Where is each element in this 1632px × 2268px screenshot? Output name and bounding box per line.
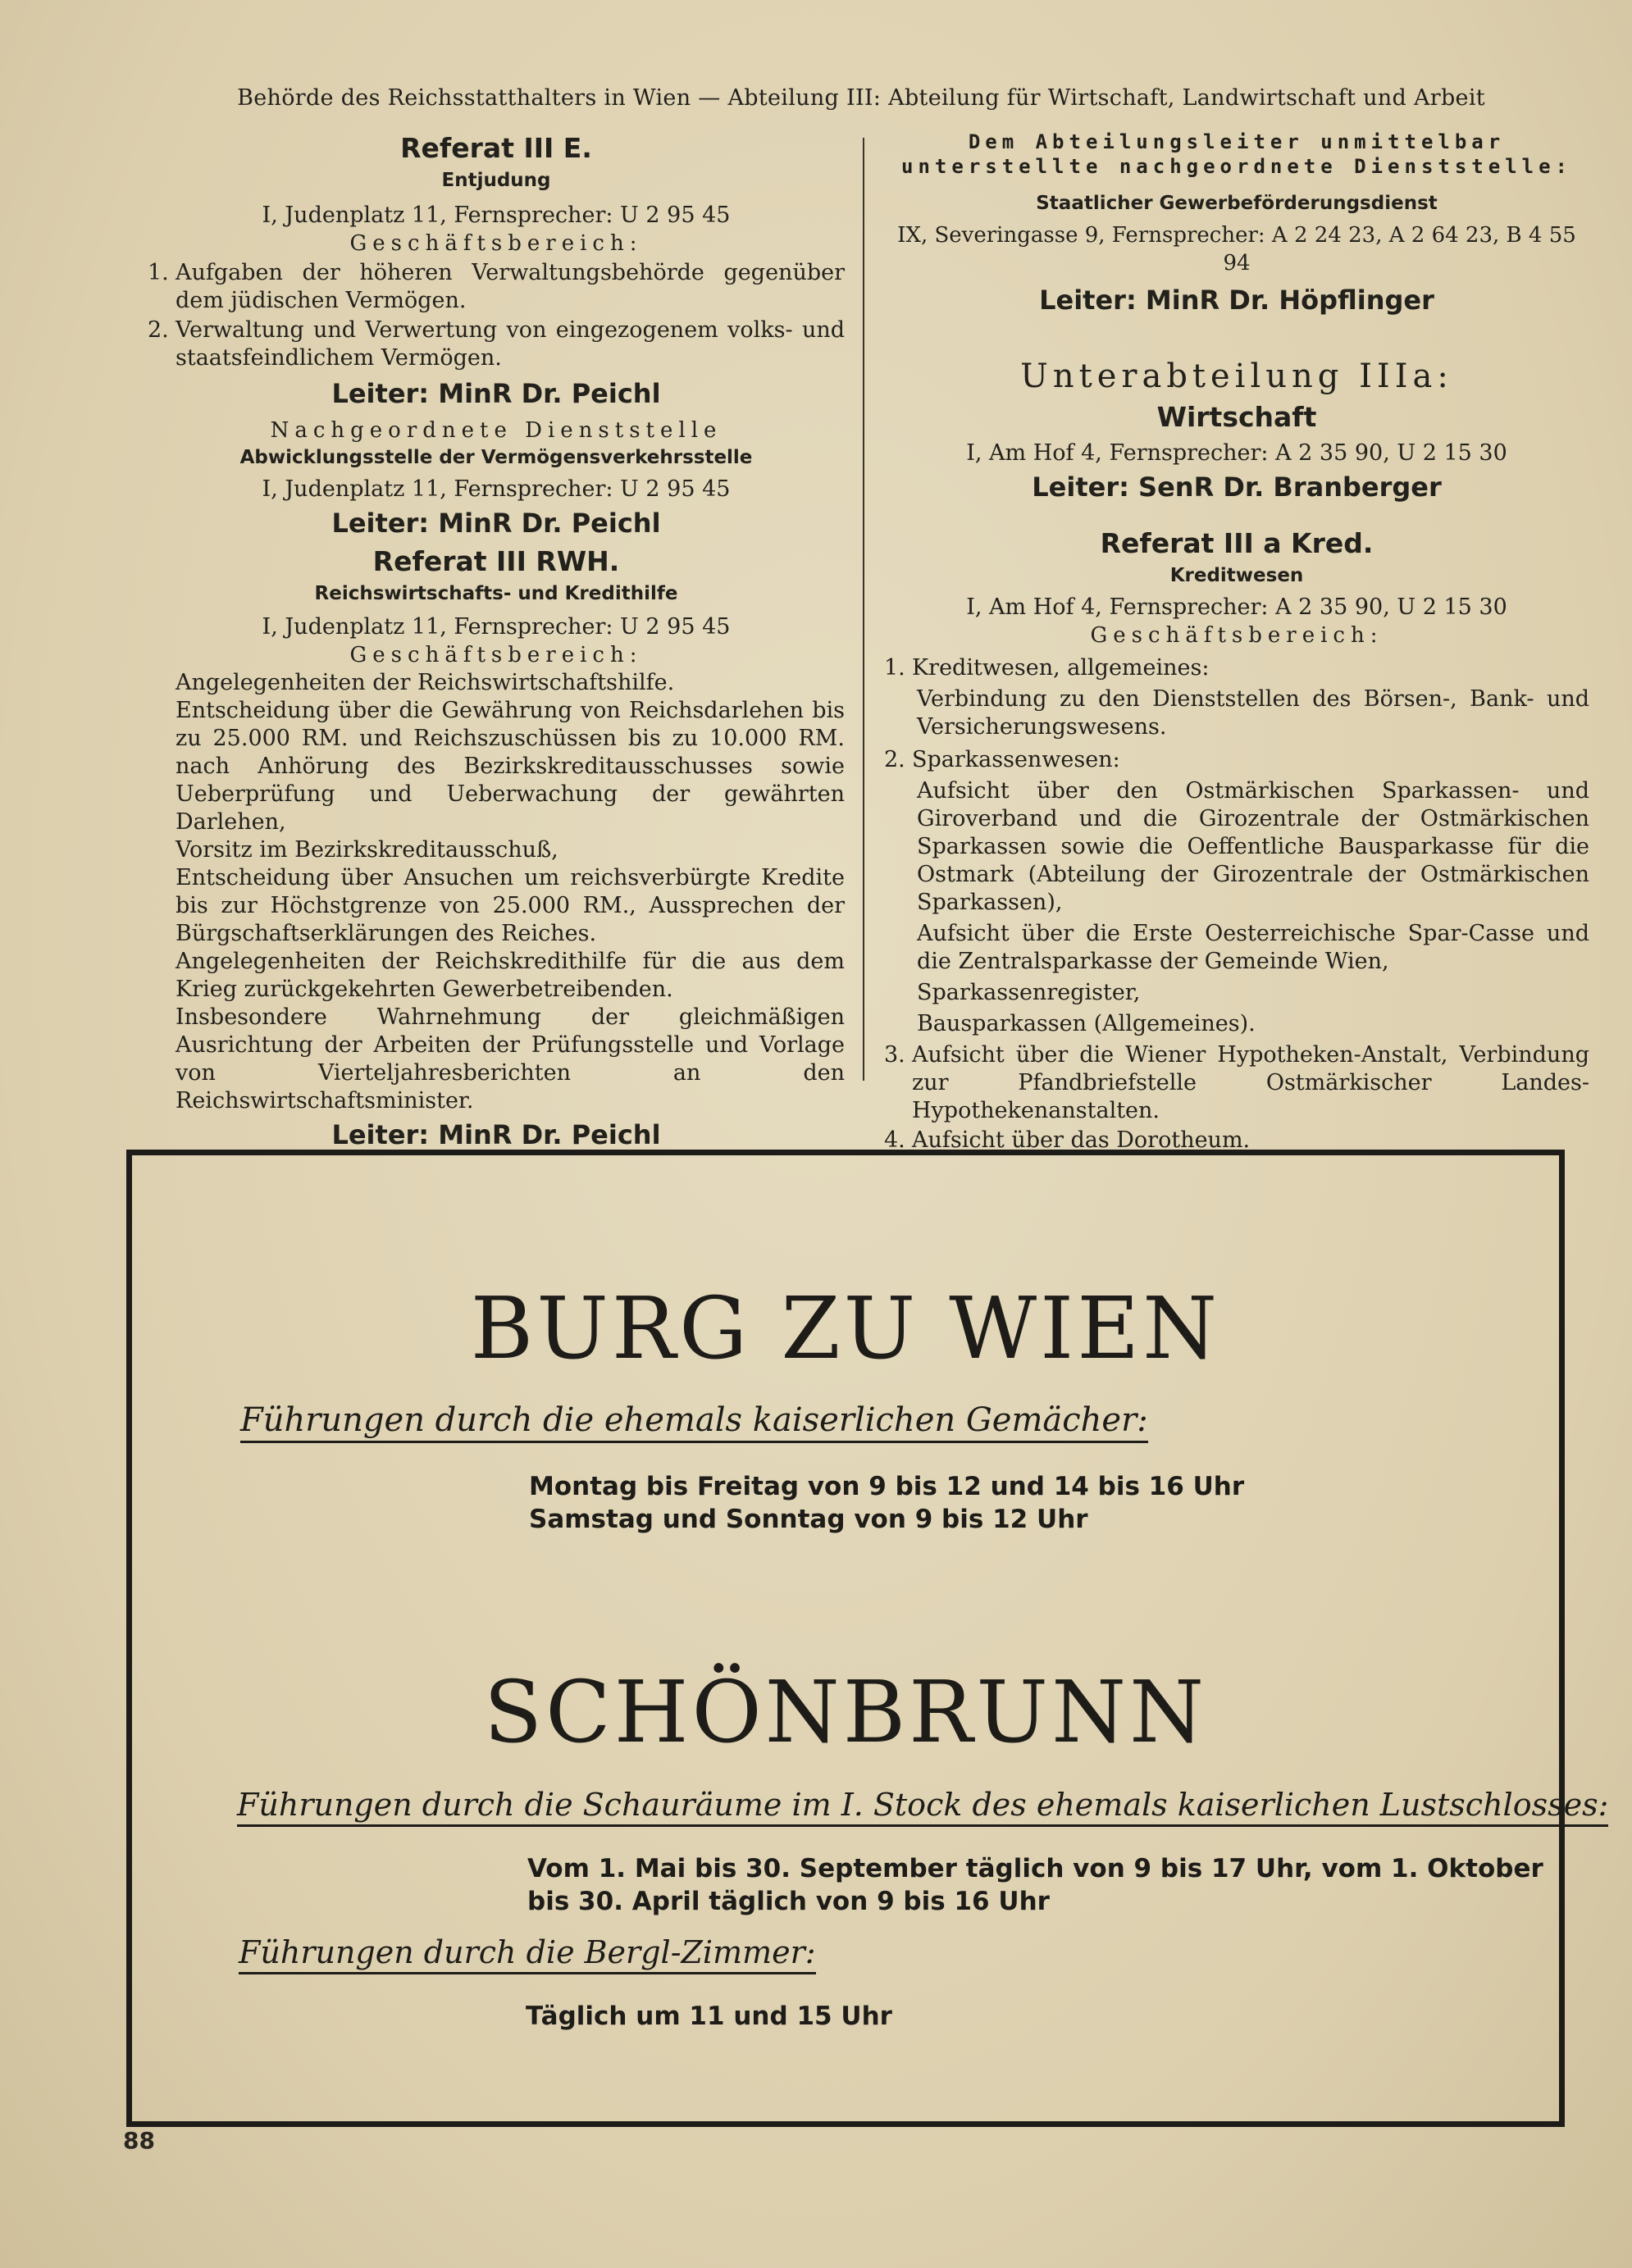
list-text: Aufsicht über die Erste Oesterreichische Spar-Casse und die Zentralsparkasse der Gemeinde Wien, (917, 921, 1589, 974)
subdivision-subtitle: Wirtschaft (1156, 401, 1317, 433)
list-item (148, 317, 845, 372)
column-divider (863, 138, 864, 1081)
list-text: Verbindung zu den Dienststellen des Börsen-, Bank- und Versicherungswesens. (917, 686, 1589, 740)
burg-tour-heading: Führungen durch die ehemals kaiserlichen Gemächer: (240, 1401, 1148, 1443)
referat-title: Referat III E. (400, 132, 592, 164)
schoenbrunn-tour-heading: Führungen durch die Schauräume im I. Stock des ehemals kaiserlichen Lustschlosses: (237, 1787, 1608, 1827)
address: I, Am Hof 4, Fernsprecher: A 2 35 90, U 2 15 30 (966, 594, 1507, 620)
schoenbrunn-times (527, 1852, 1543, 1918)
leiter-line: Leiter: MinR Dr. Höpflinger (1039, 285, 1434, 316)
list-text: Aufsicht über das Dorotheum. (912, 1127, 1251, 1153)
leiter-line: Leiter: SenR Dr. Branberger (1032, 471, 1442, 503)
advertisement-box (126, 1150, 1609, 2127)
bergl-times: Täglich um 11 und 15 Uhr (526, 2002, 892, 2031)
section-label: Nachgeordnete Dienststelle (270, 418, 723, 443)
burg-times (529, 1470, 1244, 1536)
list-item: Insbesondere Wahrnehmung der gleichmäßigen Ausrichtung der Arbeiten der Prüfungsstelle und Vorlage von Vierteljahresberichten an den Reichswirtschaftsminister. (176, 1004, 845, 1114)
section-label: Geschäftsbereich: (349, 231, 643, 256)
leiter-line: Leiter: MinR Dr. Peichl (331, 1119, 661, 1150)
leiter-line: Leiter: MinR Dr. Peichl (331, 378, 661, 409)
burg-title: BURG ZU WIEN (470, 1278, 1221, 1378)
office-name: Staatlicher Gewerbeförderungsdienst (1036, 193, 1438, 214)
address: I, Judenplatz 11, Fernsprecher: U 2 95 45 (262, 203, 731, 228)
referat-subtitle: Kreditwesen (1169, 565, 1304, 586)
list-item: Entscheidung über Ansuchen um reichsverbürgte Kredite bis zur Höchstgrenze von 25.000 RM., Aussprechen der Bürgschaftserklärungen des Reiches. (176, 865, 845, 946)
intro-text: Dem Abteilungsleiter unmittelbar unterstellte nachgeordnete Dienststelle: (901, 130, 1572, 178)
list-text: Verwaltung und Verwertung von eingezogenem volks- und staatsfeindlichem Vermögen. (176, 317, 845, 371)
page-header: Behörde des Reichsstatthalters in Wien — Abteilung III: Abteilung für Wirtschaft, Landwirtschaft und Arbeit (237, 85, 1485, 111)
section-label: Geschäftsbereich: (1090, 623, 1384, 648)
referat-title: Referat III a Kred. (1100, 527, 1374, 559)
time-line: bis 30. April täglich von 9 bis 16 Uhr (527, 1887, 1050, 1916)
list-item: Angelegenheiten der Reichskredithilfe für die aus dem Krieg zurückgekehrten Gewerbetreibenden. (176, 949, 845, 1002)
list-number: 4. (884, 1127, 905, 1153)
list-item: Entscheidung über die Gewährung von Reichsdarlehen bis zu 25.000 RM. und Reichszuschüssen bis zu 10.000 RM. nach Anhörung des Bezirkskreditausschusses sowie Ueberprüfung und Ueberwachung der gewährten Darlehen, (176, 698, 845, 835)
bergl-tour-heading: Führungen durch die Bergl-Zimmer: (239, 1934, 816, 1974)
address: I, Judenplatz 11, Fernsprecher: U 2 95 45 (262, 476, 731, 502)
schoenbrunn-title: SCHÖNBRUNN (483, 1662, 1208, 1762)
list-text: Aufsicht über die Wiener Hypotheken-Anstalt, Verbindung zur Pfandbriefstelle Ostmärkischer Landes-Hypothekenanstalten. (912, 1042, 1589, 1123)
right-column (884, 130, 1589, 1156)
leiter-line: Leiter: MinR Dr. Peichl (331, 508, 661, 539)
time-line: Montag bis Freitag von 9 bis 12 und 14 bis 16 Uhr (529, 1472, 1245, 1501)
list-text: Aufsicht über den Ostmärkischen Sparkassen- und Giroverband und die Girozentrale der Ostmärkischen Sparkassen sowie die Oeffentliche Bausparkasse für die Ostmark (Abteilung der Girozentrale der Ostmärkischen Sparkassen), (917, 778, 1589, 915)
office-name: Abwicklungsstelle der Vermögensverkehrsstelle (239, 447, 753, 468)
list-item: Vorsitz im Bezirkskreditausschuß, (176, 837, 558, 863)
list-number: 2. (148, 317, 169, 343)
time-line: Vom 1. Mai bis 30. September täglich von 9 bis 17 Uhr, vom 1. Oktober (527, 1854, 1543, 1883)
list-item (884, 1041, 1589, 1125)
list-number: 2. (884, 747, 905, 772)
address: IX, Severingasse 9, Fernsprecher: A 2 24 23, A 2 64 23, B 4 55 94 (897, 223, 1576, 276)
subdivision-title: Unterabteilung IIIa: (1020, 358, 1453, 395)
page-number: 88 (123, 2127, 155, 2154)
left-column (148, 130, 845, 1154)
address: I, Judenplatz 11, Fernsprecher: U 2 95 45 (262, 614, 731, 640)
list-item: Angelegenheiten der Reichswirtschaftshilfe. (176, 670, 675, 695)
list-item (148, 259, 845, 315)
section-label: Geschäftsbereich: (349, 643, 643, 667)
list-item (884, 746, 1589, 774)
list-text: Kreditwesen, allgemeines: (912, 655, 1210, 681)
time-line: Samstag und Sonntag von 9 bis 12 Uhr (529, 1505, 1088, 1534)
list-text: Sparkassenwesen: (912, 747, 1120, 772)
referat-subtitle: Entjudung (441, 170, 551, 191)
list-text: Aufgaben der höheren Verwaltungsbehörde gegenüber dem jüdischen Vermögen. (176, 260, 845, 313)
list-number: 3. (884, 1042, 905, 1068)
address: I, Am Hof 4, Fernsprecher: A 2 35 90, U 2 15 30 (966, 440, 1507, 466)
referat-title: Referat III RWH. (372, 545, 620, 577)
list-text: Bausparkassen (Allgemeines). (917, 1011, 1256, 1036)
list-text: Sparkassenregister, (917, 980, 1141, 1005)
list-number: 1. (148, 260, 169, 285)
list-item (884, 654, 1589, 682)
list-number: 1. (884, 655, 905, 681)
referat-subtitle: Reichswirtschafts- und Kredithilfe (314, 583, 678, 604)
